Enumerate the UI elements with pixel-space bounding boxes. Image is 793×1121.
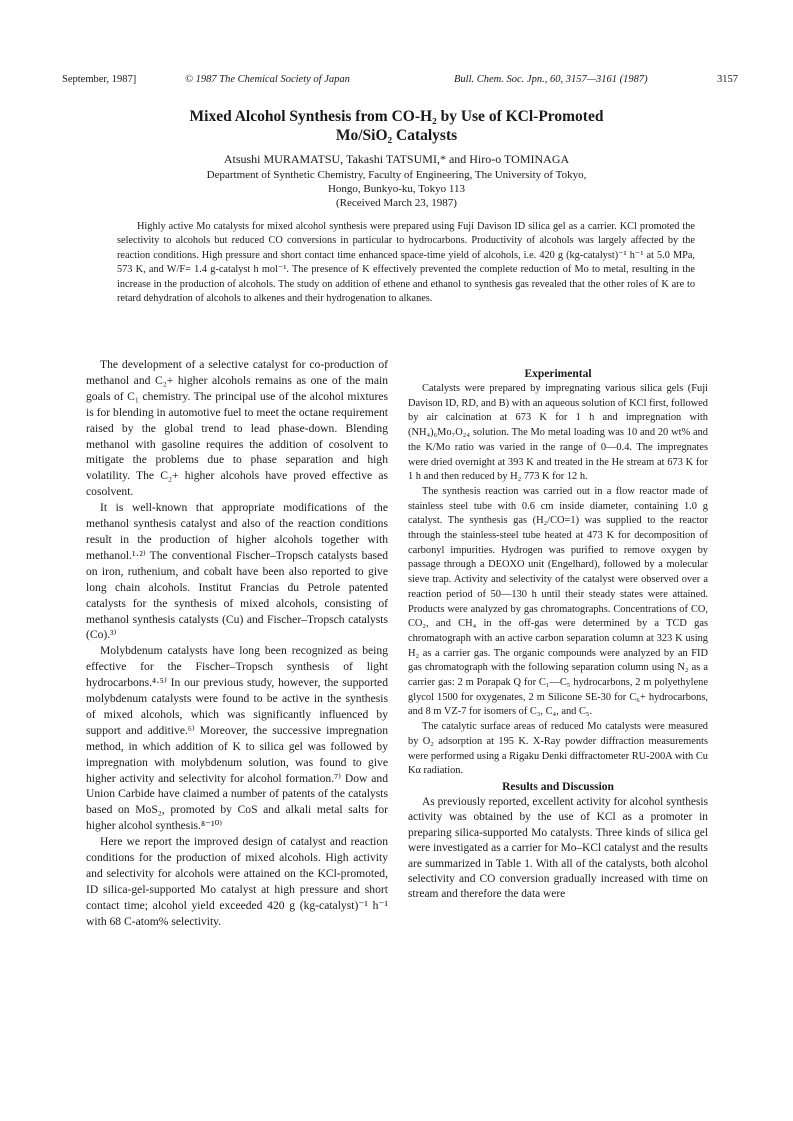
- introduction-paragraph-2: It is well-known that appropriate modifications of the methanol synthesis catalyst and also of the reaction conditions result in the production of higher alcohols together with methanol.¹·²⁾ The conventional Fischer–Tropsch catalysts based on iron, ruthenium, and cobalt have been also reported to give long chain alcohols. Institut Francias du Petrole patented catalysts for the synthesis of mixed alcohols, consisting of methanol synthesis catalysts (Cu) and Fischer–Tropsch catalysts (Co).³⁾: [86, 501, 388, 642]
- author-list: Atsushi MURAMATSU, Takashi TATSUMI,* and Hiro-o TOMINAGA: [223, 152, 570, 166]
- results-heading: Results and Discussion: [502, 780, 614, 793]
- paper-title-line-1: Mixed Alcohol Synthesis from CO-H₂ by Use of KCl-Promoted: [189, 108, 604, 125]
- header-copyright: © 1987 The Chemical Society of Japan: [185, 74, 350, 85]
- affiliation-address: Hongo, Bunkyo-ku, Tokyo 113: [327, 183, 466, 195]
- affiliation-department: Department of Synthetic Chemistry, Faculty of Engineering, The University of Tokyo,: [206, 169, 587, 181]
- experimental-paragraph-1: Catalysts were prepared by impregnating various silica gels (Fuji Davison ID, RD, and B) with an aqueous solution of KCl first, followed by air calcination at 673 K for 1 h and impregnation with (NH₄)₆Mo₇O₂₄ solution. The Mo metal loading was 10 and 20 wt% and the K/Mo ratio was varied in the range of 0—0.4. The impregnates were dried overnight at 393 K and treated in the He stream at 673 K for 1 h and then reduced by H₂ 773 K for 12 h.: [408, 383, 708, 483]
- results-paragraph-1: As previously reported, excellent activity for alcohol synthesis activity was obtained by the use of KCl as a promoter in preparing silica-supported Mo catalysts. Three kinds of silica gel were investigated as a carrier for Mo–KCl catalyst and the results are summarized in Table 1. With all of the catalysts, both alcohol selectivity and CO conversion gradually increased with time on stream and therefore the data were: [408, 795, 708, 901]
- left-column: [86, 357, 388, 930]
- header-date: September, 1987]: [62, 74, 137, 85]
- introduction-paragraph-1: The development of a selective catalyst for co-production of methanol and C₂+ higher alcohols remains as one of the main goals of C₁ chemistry. The principal use of the alcohol mixtures is for blending in automotive fuel to meet the octane requirement raised by the global trend to lead phase-down. Blending methanol with gasoline requires the addition of cosolvent to mitigate the problems due to phase separation and high volatility. The C₂+ higher alcohols have proved effective as cosolvent.: [86, 358, 388, 499]
- experimental-paragraph-3: The catalytic surface areas of reduced Mo catalysts were measured by O₂ adsorption at 195 K. X-Ray powder diffraction measurements were performed using a Rigaku Denki diffractometer RU-200A with Cu Kα radiation.: [408, 721, 708, 777]
- right-column: [408, 366, 708, 903]
- header-page-number: 3157: [717, 74, 738, 85]
- running-header: [62, 73, 738, 87]
- introduction-paragraph-4: Here we report the improved design of catalyst and reaction conditions for the production of mixed alcohols. High activity and selectivity for alcohols were attained on the KCl-promoted, ID silica-gel-supported Mo catalyst at high pressure and short contact time; alcohol yield exceeded 420 g (kg-catalyst)⁻¹ h⁻¹ with 68 C-atom% selectivity.: [86, 835, 388, 928]
- experimental-paragraph-2: The synthesis reaction was carried out in a flow reactor made of stainless steel tube with 0.6 cm inside diameter, containing 1.0 g catalyst. The synthesis gas (H₂/CO=1) was supplied to the reactor through the stainless-steel tube heated at 473 K for decomposition of carbonyl impurities. Hydrogen was purified to remove oxygen by passage through a DEOXO unit (Engelhard), followed by a molecular sieve trap. Activity and selectivity of the catalyst were observed over a reaction period of 50—130 h until their steady states were attained. Products were analyzed by gas chromatographs. Concentrations of CO, CO₂, and CH₄ in the off-gas were determined by a TCD gas chromatograph with an active carbon separation column at 323 K using H₂ as a carrier gas. The organic compounds were analyzed by an FID gas chromatograph with the following separation column using N₂ as a carrier gas: 2 m Porapak Q for C₁—C₅ hydrocarbons, 2 m polyethylene glycol 1500 for oxygenates, 2 m Silicone SE-30 for C₆+ hydrocarbons, and 8 m VZ-7 for isomers of C₃, C₄, and C₅.: [408, 485, 708, 718]
- abstract: Highly active Mo catalysts for mixed alcohol synthesis were prepared using Fuji Davison ID silica gel as a carrier. KCl promoted the selectivity to alcohols but reduced CO conversions in particular to hydrocarbons. Productivity of alcohols was largely affected by the reaction conditions. High pressure and short contact time enhanced space-time yield of alcohols, i.e. 420 g (kg-catalyst)⁻¹ h⁻¹ at 5.0 MPa, 573 K, and W/F= 1.4 g-catalyst h mol⁻¹. The presence of K effectively prevented the complete reduction of Mo to metal, resulting in the increase in the production of alcohols. The study on addition of ethene and ethanol to synthesis gas revealed that the other roles of K are to retard dehydration of alcohols to alkenes and their hydrogenation to alkanes.: [117, 221, 695, 305]
- paper-title-line-2: Mo/SiO₂ Catalysts: [335, 127, 458, 144]
- header-journal-citation: Bull. Chem. Soc. Jpn., 60, 3157—3161 (1987): [454, 74, 648, 85]
- received-date: (Received March 23, 1987): [336, 197, 457, 209]
- introduction-paragraph-3: Molybdenum catalysts have long been recognized as being effective for the Fischer–Tropsch synthesis of light hydrocarbons.⁴·⁵⁾ In our previous study, however, the supported molybdenum catalysts were found to be active in the synthesis of mixed alcohols, which was significantly influenced by support and additive.⁶⁾ Moreover, the successive impregnation method, in which addition of K to silica gel was followed by impregnation with molybdenum solution, was found to give higher activity and selectivity for alcohol formation.⁷⁾ Dow and Union Carbide have claimed a number of patents of the catalysts based on MoS₂, promoted by CoS and alkali metal salts for higher alcohol synthesis.⁸⁻¹⁰⁾: [86, 644, 388, 833]
- experimental-heading: Experimental: [524, 368, 592, 380]
